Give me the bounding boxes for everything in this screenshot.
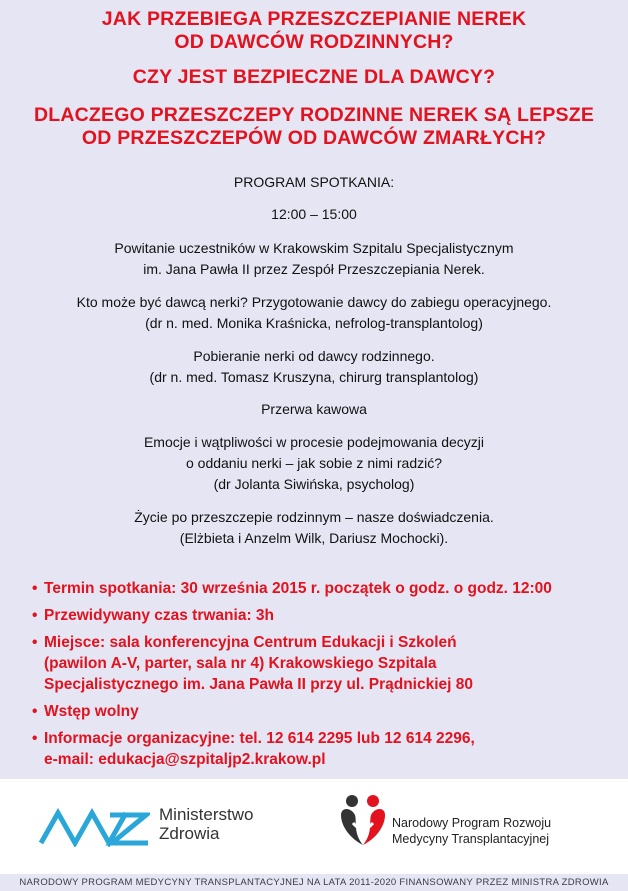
- logo-band: [0, 779, 628, 874]
- program-item-line: o oddaniu nerki – jak sobie z nimi radzić?: [185, 455, 443, 471]
- info-item-contact: [32, 728, 622, 770]
- ministry-logo-icon: [38, 805, 150, 847]
- program-item-line: im. Jana Pawła II przez Zespół Przeszczepiania Nerek.: [143, 261, 485, 277]
- footer-funding-note: NARODOWY PROGRAM MEDYCYNY TRANSPLANTACYJNEJ NA LATA 2011-2020 FINANSOWANY PRZEZ MINISTRA ZDROWIA: [0, 874, 628, 891]
- bullet-icon: •: [32, 580, 38, 597]
- info-line: (pawilon A-V, parter, sala nr 4) Krakowskiego Szpitala: [44, 655, 437, 672]
- bullet-icon: •: [32, 634, 38, 651]
- headline-line: OD PRZESZCZEPÓW OD DAWCÓW ZMARŁYCH?: [81, 127, 547, 149]
- program-item-line: (dr n. med. Monika Kraśnicka, nefrolog-transplantolog): [145, 315, 483, 331]
- info-line: Miejsce: sala konferencyjna Centrum Edukacji i Szkoleń: [44, 634, 457, 651]
- headline-line: OD DAWCÓW RODZINNYCH?: [174, 31, 454, 53]
- info-line: Przewidywany czas trwania: 3h: [44, 607, 275, 624]
- info-email-link[interactable]: e-mail: edukacja@szpitaljp2.krakow.pl: [44, 751, 326, 768]
- program-logo-line: Medycyny Transplantacyjnej: [392, 832, 550, 846]
- headline-2: [0, 66, 628, 89]
- program-item: [0, 238, 628, 280]
- headline-3: [0, 104, 628, 150]
- ministry-line: Zdrowia: [159, 824, 220, 843]
- transplant-program-logo-text: [392, 815, 551, 847]
- bullet-icon: •: [32, 730, 38, 747]
- headline-1: [0, 8, 628, 54]
- ministry-logo-text: [159, 805, 253, 843]
- info-item-entry: [32, 701, 622, 722]
- headline-line: CZY JEST BEZPIECZNE DLA DAWCY?: [132, 66, 496, 88]
- program-item-line: (Elżbieta i Anzelm Wilk, Dariusz Mochocki).: [179, 530, 449, 546]
- info-item-date: [32, 578, 622, 599]
- headline-line: DLACZEGO PRZESZCZEPY RODZINNE NEREK SĄ LEPSZE: [33, 104, 595, 126]
- program-item-line: (dr Jolanta Siwińska, psycholog): [213, 476, 415, 492]
- program-item: [0, 507, 628, 549]
- transplant-program-logo-icon: [337, 793, 389, 855]
- info-line: Specjalistycznego im. Jana Pawła II przy ul. Prądnickiej 80: [44, 676, 474, 693]
- program-item-line: Życie po przeszczepie rodzinnym – nasze doświadczenia.: [134, 509, 494, 525]
- program-item: [0, 292, 628, 334]
- program-item-line: Przerwa kawowa: [261, 401, 367, 417]
- headline-line: JAK PRZEBIEGA PRZESZCZEPIANIE NEREK: [101, 8, 527, 30]
- info-item-duration: [32, 605, 622, 626]
- bullet-icon: •: [32, 607, 38, 624]
- info-line: Termin spotkania: 30 września 2015 r. początek o godz. o godz. 12:00: [44, 580, 552, 597]
- info-list: [32, 578, 622, 776]
- ministry-line: Ministerstwo: [159, 805, 254, 824]
- info-line: Informacje organizacyjne: tel. 12 614 2295 lub 12 614 2296,: [44, 730, 475, 747]
- program-item: [0, 346, 628, 388]
- bullet-icon: •: [32, 703, 38, 720]
- program-item-line: (dr n. med. Tomasz Kruszyna, chirurg transplantolog): [149, 369, 479, 385]
- program-item-line: Powitanie uczestników w Krakowskim Szpitalu Specjalistycznym: [114, 240, 514, 256]
- program-item: [0, 432, 628, 495]
- program-title: PROGRAM SPOTKANIA:: [233, 174, 395, 190]
- info-item-place: [32, 632, 622, 695]
- program-item-line: Pobieranie nerki od dawcy rodzinnego.: [193, 348, 435, 364]
- info-line: Wstęp wolny: [44, 703, 139, 720]
- program-item-line: Emocje i wątpliwości w procesie podejmowania decyzji: [143, 434, 485, 450]
- program-item-line: Kto może być dawcą nerki? Przygotowanie dawcy do zabiegu operacyjnego.: [76, 294, 552, 310]
- program-time: 12:00 – 15:00: [271, 206, 357, 222]
- program-logo-line: Narodowy Program Rozwoju: [392, 816, 552, 830]
- program-item: [0, 399, 628, 420]
